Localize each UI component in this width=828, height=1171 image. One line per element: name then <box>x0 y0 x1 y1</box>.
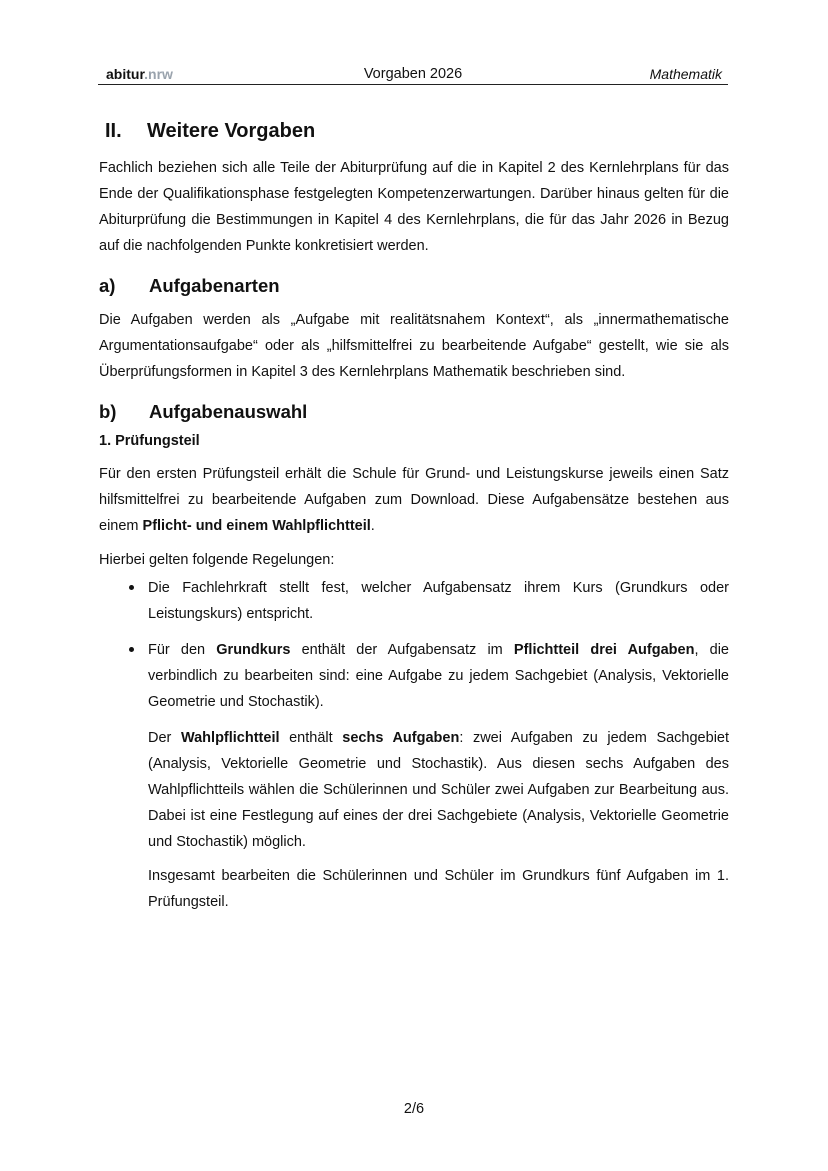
text-run: Für den ersten Prüfungsteil erhält die Schule für Grund- und Leistungskurse jeweils einen Satz hilfsmittelfrei zu bearbeitende Aufgaben zum Download. Diese Aufgabensätze bestehen aus einem <box>99 466 729 534</box>
subsection-label-a: a) <box>99 275 116 296</box>
subsection-label-b: b) <box>99 401 117 422</box>
subsection-title-a: Aufgabenarten <box>149 275 280 296</box>
wahlpflicht-paragraph <box>99 725 729 855</box>
bold-run: Pflicht- und einem Wahlpflichtteil <box>142 518 371 534</box>
subsection-title-b: Aufgabenauswahl <box>149 401 308 422</box>
bold-run: sechs Aufgaben <box>342 730 460 746</box>
rules-list <box>99 575 729 715</box>
bullet-text <box>148 637 729 715</box>
list-item <box>99 575 729 627</box>
page-header <box>98 64 728 85</box>
pruefungsteil-paragraph <box>99 461 729 539</box>
section-number: II. <box>105 120 122 142</box>
document-body <box>99 118 729 923</box>
aufgabenarten-paragraph: Die Aufgaben werden als „Aufgabe mit realitätsnahem Kontext“, als „innermathematische Argumentationsaufgabe“ oder als „hilfsmittelfrei zu bearbeitende Aufgabe“ gestellt, wie sie als Überprüfungsformen in Kapitel 3 des Kernlehrplans Mathematik beschrieben sind. <box>99 312 729 380</box>
text-run: , die verbindlich zu bearbeiten sind: eine Aufgabe zu jedem Sachgebiet (Analysis, Vektorielle Geometrie und Stochastik). <box>148 642 729 710</box>
bullet-text: Die Fachlehrkraft stellt fest, welcher Aufgabensatz ihrem Kurs (Grundkurs oder Leistungskurs) entspricht. <box>148 580 729 622</box>
bold-run: Pflichtteil drei Aufgaben <box>513 642 695 658</box>
brand-main: abitur <box>106 66 145 82</box>
header-title: Vorgaben 2026 <box>363 66 463 82</box>
section-title: Weitere Vorgaben <box>147 120 316 142</box>
section-heading <box>105 120 729 143</box>
subsection-heading-b <box>99 401 729 423</box>
rules-intro: Hierbei gelten folgende Regelungen: <box>99 552 335 568</box>
header-subject: Mathematik <box>649 66 722 82</box>
text-run: enthält der Aufgabensatz im <box>290 642 514 658</box>
text-run: enthält <box>279 730 343 746</box>
text-run: Für den <box>148 642 217 658</box>
text-run: : zwei Aufgaben zu jedem Sachgebiet (Analysis, Vektorielle Geometrie und Stochastik). Aus diesen sechs Aufgaben des Wahlpflichtteils wählen die Schülerinnen und Schüler zwei Aufgaben zur Bearbeitung aus. Dabei ist eine Festlegung auf eines der drei Sachgebiete (Analysis, Vektorielle Geometrie und Stochastik) möglich. <box>148 730 730 850</box>
text-run: Der <box>148 730 181 746</box>
text-run: . <box>370 518 375 534</box>
summary-paragraph: Insgesamt bearbeiten die Schülerinnen und Schüler im Grundkurs fünf Aufgaben im 1. Prüfungsteil. <box>148 868 729 910</box>
brand-suffix: .nrw <box>144 66 173 82</box>
subsection-heading-a <box>99 275 729 297</box>
bold-run: Wahlpflichtteil <box>180 730 280 746</box>
list-item <box>99 637 729 715</box>
bold-run: Grundkurs <box>216 642 291 658</box>
bullet-icon <box>129 585 134 590</box>
pruefungsteil-heading: 1. Prüfungsteil <box>99 433 200 449</box>
bullet-icon <box>129 647 134 652</box>
intro-paragraph: Fachlich beziehen sich alle Teile der Abiturprüfung auf die in Kapitel 2 des Kernlehrplans für das Ende der Qualifikationsphase festgelegten Kompetenzerwartungen. Darüber hinaus gelten für die Abiturprüfung die Bestimmungen in Kapitel 4 des Kernlehrplans, die für das Jahr 2026 in Bezug auf die nachfolgenden Punkte konkretisiert werden. <box>99 160 729 254</box>
page-number: 2/6 <box>403 1101 425 1117</box>
